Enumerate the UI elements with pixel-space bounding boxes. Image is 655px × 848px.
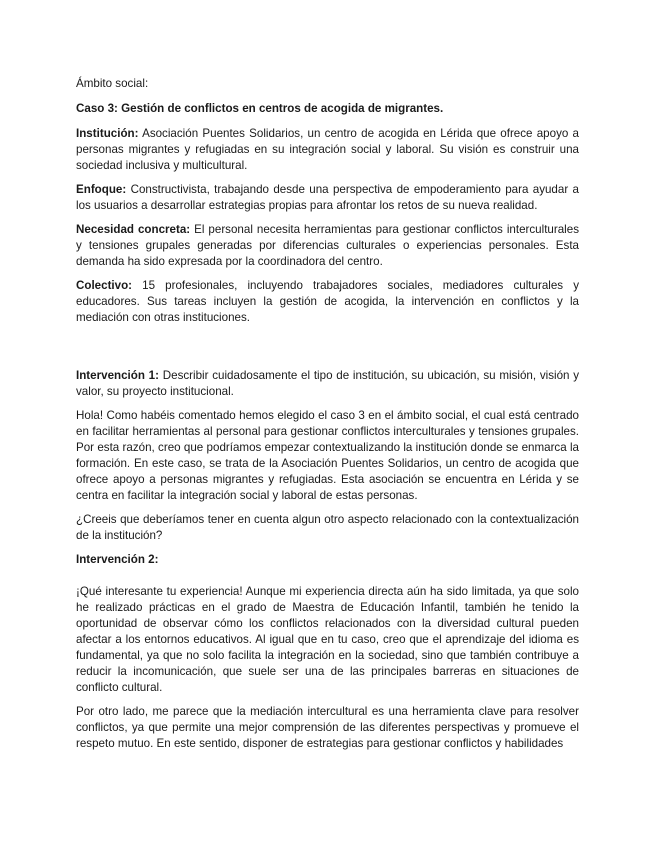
intervention1-text: Describir cuidadosamente el tipo de institución, su ubicación, su misión, visión y valor, su proyecto institucional. [76, 369, 580, 398]
intervention2-label: Intervención 2: [76, 553, 159, 566]
intervention1-question: ¿Creeis que deberíamos tener en cuenta algun otro aspecto relacionado con la contextualización de la institución? [76, 513, 579, 542]
institution-paragraph [76, 126, 579, 174]
intervention2-body: ¡Qué interesante tu experiencia! Aunque mi experiencia directa aún ha sido limitada, ya que solo he realizado prácticas en el grado de Maestra de Educación Infantil, también he tenido la oportunidad de observar cómo los conflictos relacionados con la diversidad cultural pueden afectar a los entornos educativos. Al igual que en tu caso, creo que el aprendizaje del idioma es fundamental, ya que no solo facilita la integración en la sociedad, sino que también contribuye a reducir la incomunicación, que suele ser una de las principales barreras en situaciones de conflicto cultural. [76, 585, 579, 694]
intervention2-body-2: Por otro lado, me parece que la mediación intercultural es una herramienta clave para resolver conflictos, ya que permite una mejor comprensión de las diferentes perspectivas y promueve el respeto mutuo. En este sentido, disponer de estrategias para gestionar conflictos y habilidades [76, 705, 579, 750]
collective-text: 15 profesionales, incluyendo trabajadores sociales, mediadores culturales y educadores. Sus tareas incluyen la gestión de acogida, la intervención en conflictos y la mediación con otras instituciones. [76, 279, 579, 324]
spacer [76, 576, 579, 584]
focus-text: Constructivista, trabajando desde una perspectiva de empoderamiento para ayudar a los usuarios a desarrollar estrategias propias para afrontar los retos de su nueva realidad. [76, 183, 579, 212]
case-title: Caso 3: Gestión de conflictos en centros de acogida de migrantes. [76, 102, 444, 115]
need-text: El personal necesita herramientas para gestionar conflictos interculturales y tensiones grupales generadas por diferencias culturales o experiencias personales. Esta demanda ha sido expresada por la coordinadora del centro. [76, 223, 579, 268]
need-label: Necesidad concreta: [76, 223, 191, 236]
collective-label: Colectivo: [76, 279, 133, 292]
focus-label: Enfoque: [76, 183, 127, 196]
intervention1-label: Intervención 1: [76, 369, 159, 382]
collective-paragraph [76, 278, 579, 326]
section-heading: Ámbito social: [76, 77, 149, 90]
intervention1-body: Hola! Como habéis comentado hemos elegido el caso 3 en el ámbito social, el cual está centrado en facilitar herramientas al personal para gestionar conflictos interculturales y tensiones grupales. Por esta razón, creo que podríamos empezar contextualizando la institución donde se enmarca la formación. En este caso, se trata de la Asociación Puentes Solidarios, un centro de acogida que ofrece apoyo a personas migrantes y refugiadas. Esta asociación se encuentra en Lérida y se centra en facilitar la integración social y laboral de estas personas. [76, 409, 579, 502]
focus-paragraph [76, 182, 579, 214]
need-paragraph [76, 222, 579, 270]
institution-label: Institución: [76, 127, 139, 140]
spacer [76, 334, 579, 368]
institution-text: Asociación Puentes Solidarios, un centro de acogida en Lérida que ofrece apoyo a personas migrantes y refugiadas en su integración social y laboral. Su visión es construir una sociedad inclusiva y multicultural. [76, 127, 579, 172]
intervention1-prompt [76, 368, 579, 400]
